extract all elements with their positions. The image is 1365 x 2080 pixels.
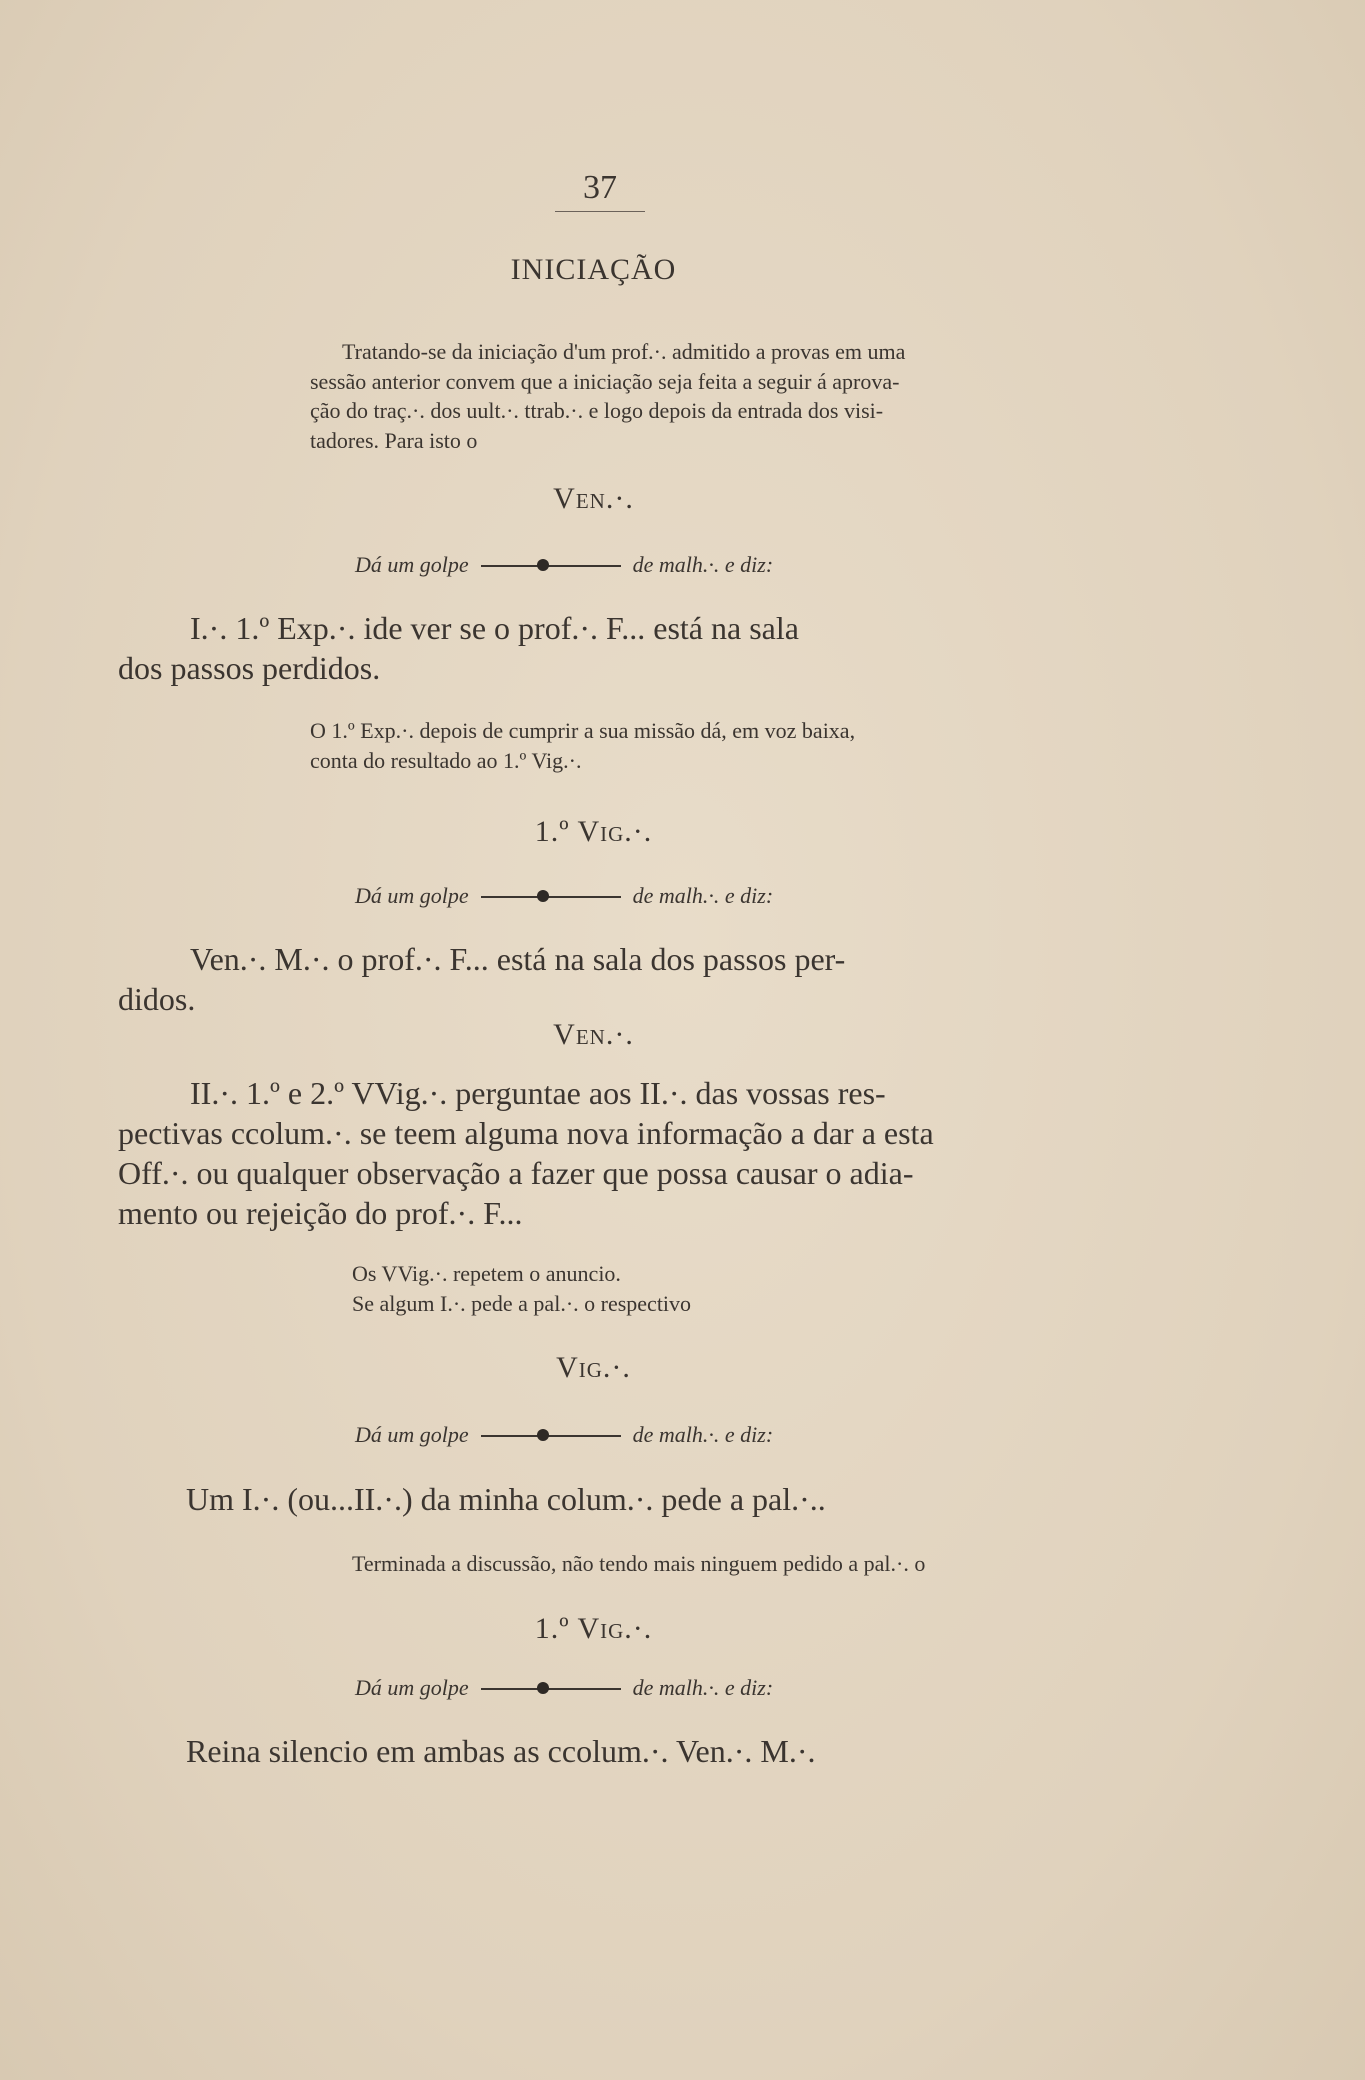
gavel-rule-icon [481, 1428, 621, 1442]
gavel-rule-icon [481, 1681, 621, 1695]
speaker-ven: Ven.·. [553, 1018, 634, 1051]
strike-text-before: Dá um golpe [355, 1422, 469, 1447]
ven-speech [118, 1073, 1068, 1233]
vig-speech: Um I.·. (ou...II.·.) da minha colum.·. pede a pal.·.. [186, 1481, 826, 1517]
intro-paragraph [310, 337, 1070, 455]
strike-text-before: Dá um golpe [355, 883, 469, 908]
speaker-first-vig: 1.º Vig.·. [534, 815, 653, 848]
stage-direction-strike [355, 881, 1075, 911]
speech-line: mento ou rejeição do prof.·. F... [118, 1195, 523, 1231]
intro-line: ção do traç.·. dos uult.·. ttrab.·. e logo depois da entrada dos visi- [310, 398, 884, 423]
note-line: Os VVig.·. repetem o anuncio. [352, 1261, 621, 1286]
discussion-note: Terminada a discussão, não tendo mais ninguem pedido a pal.·. o [352, 1551, 926, 1576]
intro-line: Tratando-se da iniciação d'um prof.·. admitido a provas em uma [342, 339, 906, 364]
gavel-rule-icon [481, 558, 621, 572]
intro-line: tadores. Para isto o [310, 427, 478, 453]
exp-note [310, 716, 1070, 775]
stage-direction-strike [355, 550, 1075, 580]
final-speech: Reina silencio em ambas as ccolum.·. Ven.·. M.·. [186, 1733, 816, 1769]
note-line: conta do resultado ao 1.º Vig.·. [310, 747, 582, 773]
stage-direction-strike [355, 1420, 1075, 1450]
page-number-rule [555, 211, 645, 212]
intro-line: sessão anterior convem que a iniciação seja feita a seguir á aprova- [310, 368, 900, 394]
strike-text-after: de malh.·. e diz: [632, 1422, 774, 1447]
note-line: Se algum I.·. pede a pal.·. o respectivo [352, 1290, 692, 1316]
speaker-vig: Vig.·. [556, 1351, 631, 1384]
vvig-note [352, 1259, 1072, 1318]
speech-line: Ven.·. M.·. o prof.·. F... está na sala dos passos per- [190, 941, 846, 977]
speaker-first-vig: 1.º Vig.·. [534, 1612, 653, 1645]
speech-line: didos. [118, 981, 196, 1017]
strike-text-after: de malh.·. e diz: [632, 1675, 774, 1700]
speech-line: dos passos perdidos. [118, 650, 381, 686]
strike-text-before: Dá um golpe [355, 1675, 469, 1700]
speech-line: I.·. 1.º Exp.·. ide ver se o prof.·. F... está na sala [190, 610, 799, 646]
ven-speech [118, 608, 1068, 688]
note-line: O 1.º Exp.·. depois de cumprir a sua missão dá, em voz baixa, [310, 718, 856, 743]
speech-line: II.·. 1.º e 2.º VVig.·. perguntae aos II.·. das vossas res- [190, 1075, 886, 1111]
vig-speech [118, 939, 1068, 1019]
strike-text-after: de malh.·. e diz: [632, 552, 774, 577]
speaker-ven: Ven.·. [553, 482, 634, 515]
strike-text-before: Dá um golpe [355, 552, 469, 577]
stage-direction-strike [355, 1673, 1075, 1703]
section-title: INICIAÇÃO [510, 253, 677, 286]
speech-line: pectivas ccolum.·. se teem alguma nova informação a dar a esta [118, 1115, 934, 1151]
gavel-rule-icon [481, 889, 621, 903]
speech-line: Off.·. ou qualquer observação a fazer que possa causar o adia- [118, 1155, 914, 1191]
strike-text-after: de malh.·. e diz: [632, 883, 774, 908]
page-number: 37 [583, 169, 617, 206]
